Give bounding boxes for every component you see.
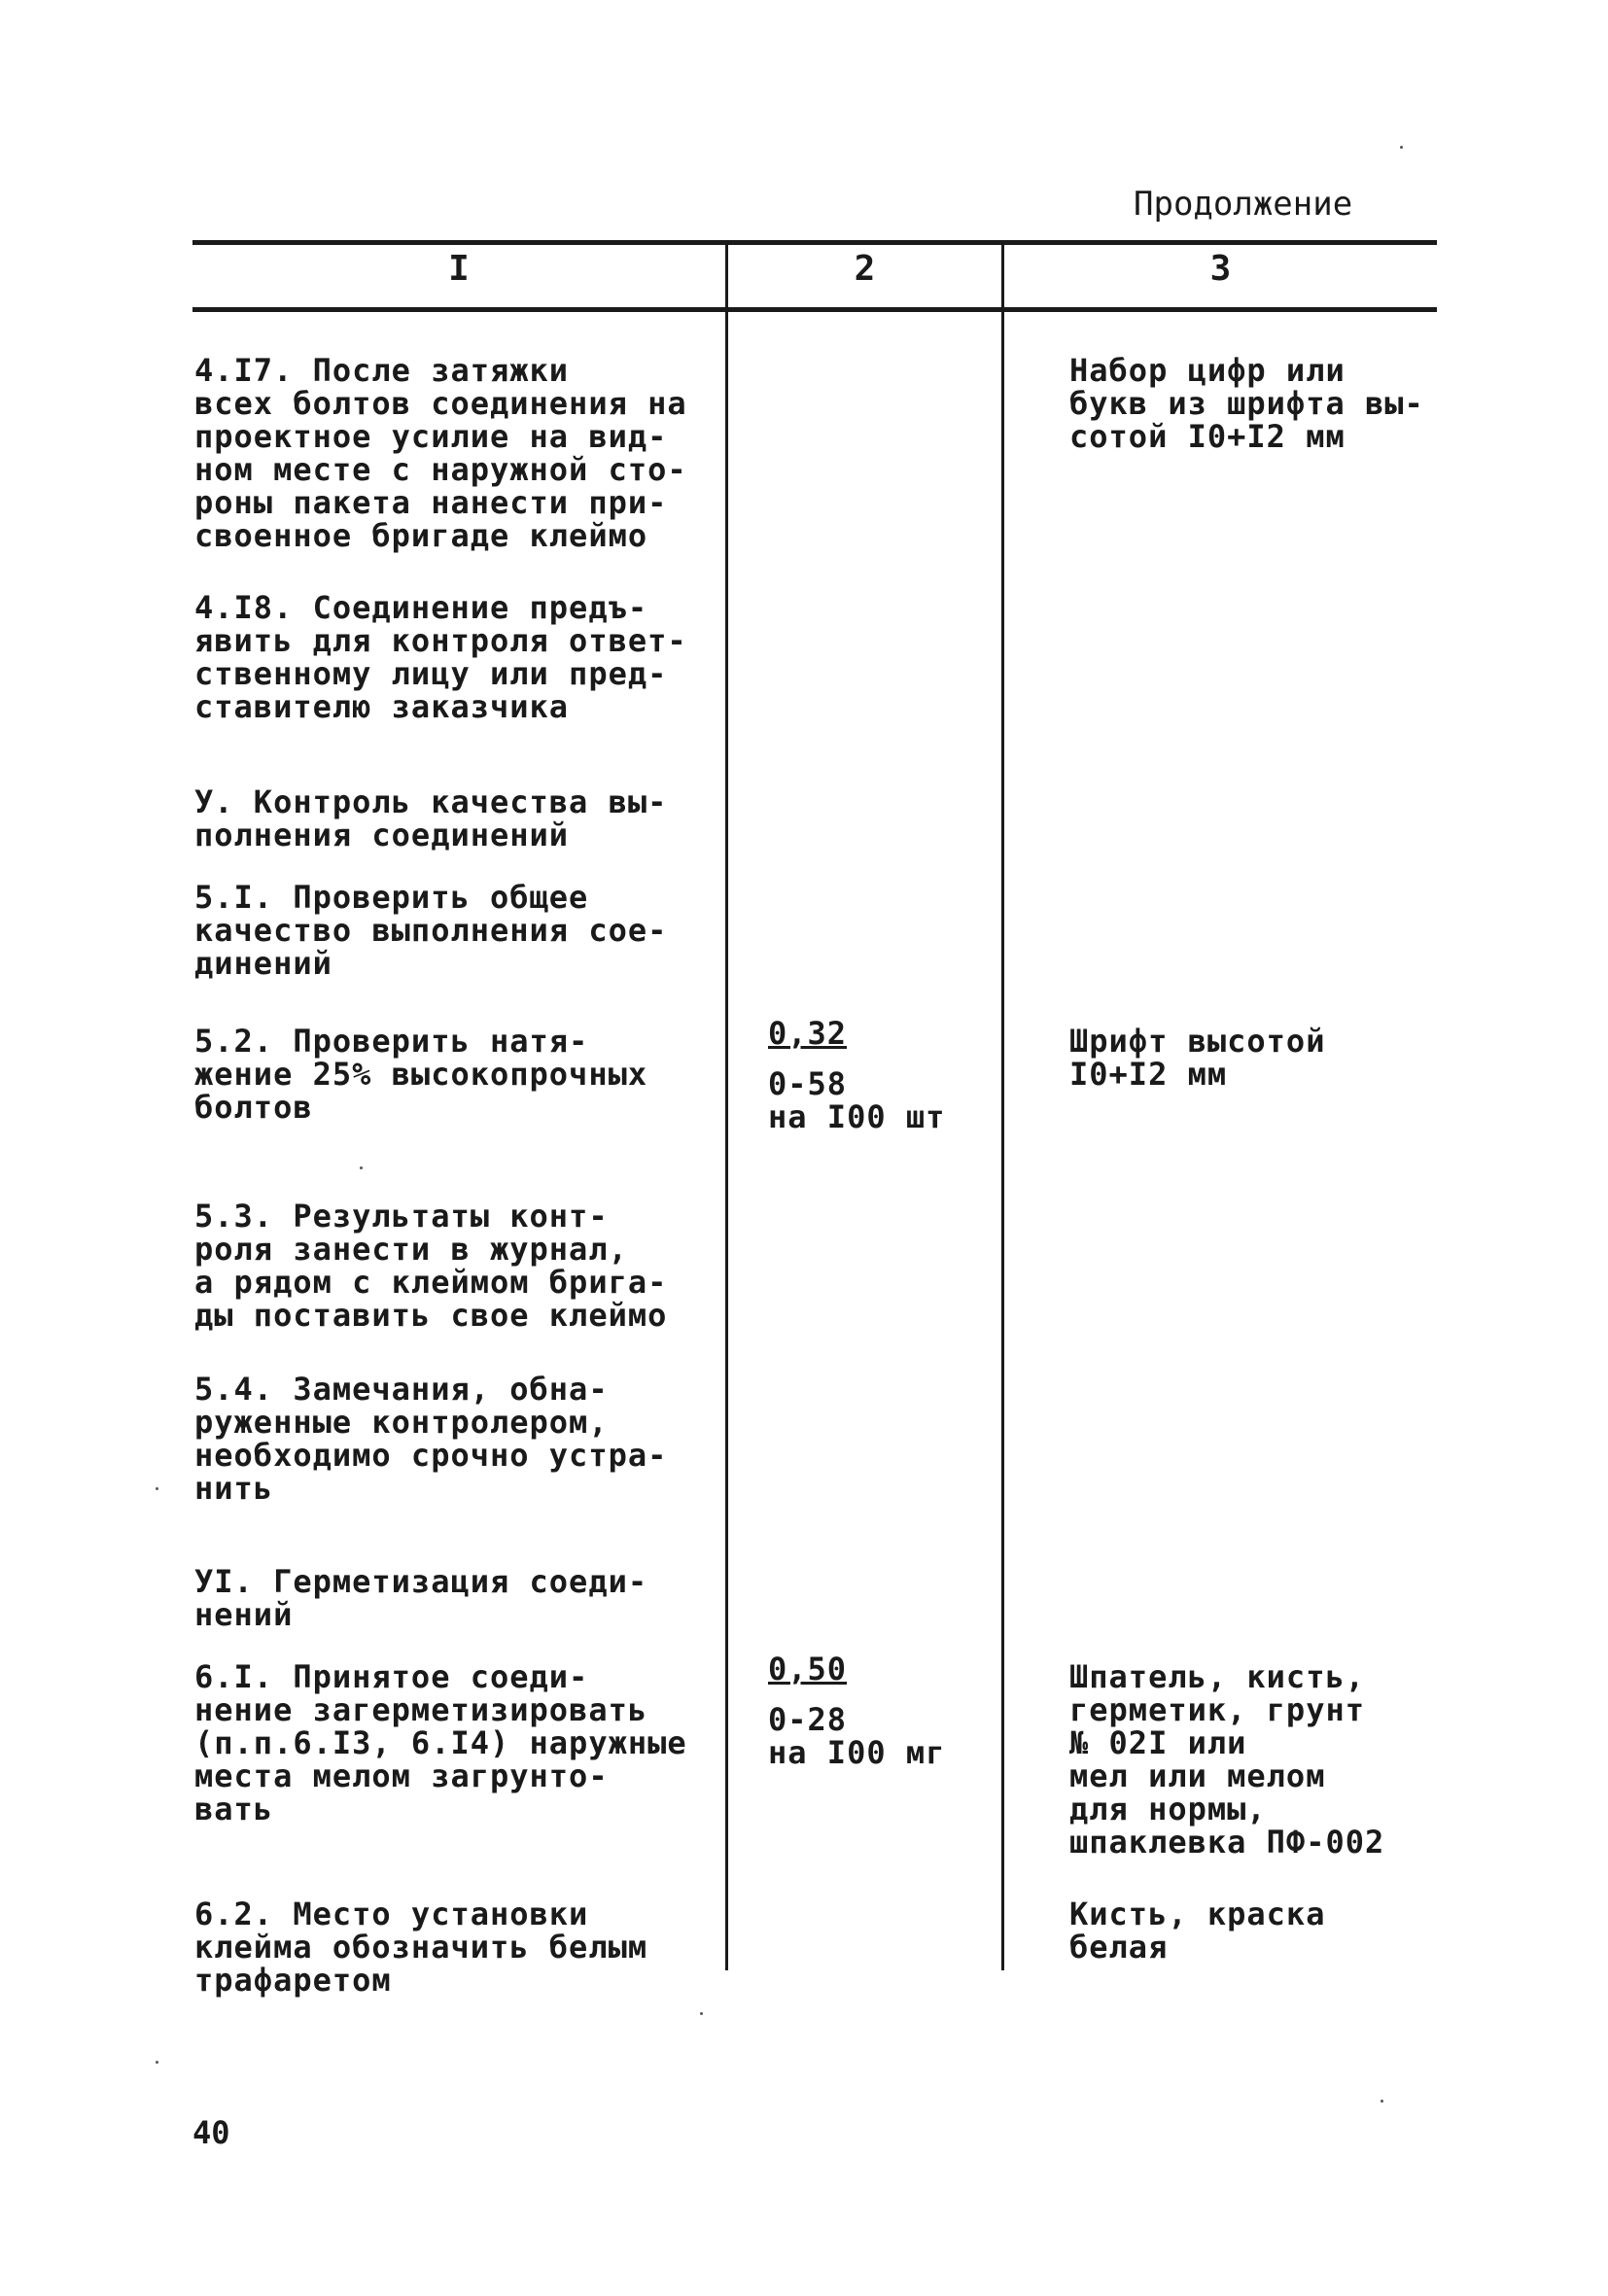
row-5-2-labor-denominator: 0-58 на I00 шт (768, 1065, 946, 1135)
row-6-2-tools: Кисть, краска белая (1069, 1896, 1326, 1966)
row-5-1-operation: 5.I. Проверить общее качество выполнения сое- динений (194, 879, 668, 982)
scan-speck (360, 1166, 363, 1169)
scan-speck (156, 1487, 158, 1490)
row-5-4-operation: 5.4. Замечания, обна- руженные контролером, необходимо срочно устра- нить (194, 1371, 668, 1507)
row-5-3-operation: 5.3. Результаты конт- роля занести в журнал, а рядом с клеймом брига- ды поставить свое клеймо (194, 1198, 668, 1334)
row-4-18-operation: 4.I8. Соединение предъ- явить для контроля ответ- ственному лицу или пред- ставителю заказчика (194, 589, 687, 725)
row-5-2-labor-numerator (768, 1017, 992, 1050)
scan-speck (156, 2061, 158, 2064)
column-divider-1 (725, 240, 728, 1970)
row-4-17-operation: 4.I7. После затяжки всех болтов соединения на проектное усилие на вид- ном месте с наружной сто- роны пакета нанести при- своенное бригаде клеймо (194, 352, 687, 554)
row-6-1-operation: 6.I. Принятое соеди- нение загерметизировать (п.п.6.I3, 6.I4) наружные места мелом загрунто- вать (194, 1658, 687, 1827)
section-6-heading: УI. Герметизация соеди- нений (194, 1563, 648, 1633)
column-header-3: 3 (1209, 249, 1232, 289)
row-6-1-labor-numerator-value: 0,50 (768, 1651, 848, 1687)
row-4-17-tools: Набор цифр или букв из шрифта вы- сотой I0+I2 мм (1069, 352, 1424, 455)
section-5-heading: У. Контроль качества вы- полнения соединений (194, 783, 668, 853)
row-6-2-operation: 6.2. Место установки клейма обозначить белым трафаретом (194, 1896, 648, 1999)
column-header-1: I (448, 249, 470, 289)
scan-speck (1381, 2100, 1383, 2103)
row-6-1-labor-denominator: 0-28 на I00 мг (768, 1701, 946, 1771)
row-5-2-tools: Шрифт высотой I0+I2 мм (1069, 1023, 1326, 1093)
scan-speck (1400, 146, 1403, 149)
row-6-1-tools: Шпатель, кисть, герметик, грунт № 02I или мел или мелом для нормы, шпаклевка ПФ-002 (1069, 1658, 1385, 1861)
scan-speck (700, 2012, 703, 2015)
table-top-rule (192, 240, 1437, 245)
page-number: 40 (192, 2114, 230, 2151)
row-5-2-operation: 5.2. Проверить натя- жение 25% высокопрочных болтов (194, 1023, 648, 1126)
continuation-label: Продолжение (1134, 185, 1353, 224)
table-header-rule (192, 307, 1437, 312)
column-divider-2 (1001, 240, 1004, 1970)
column-header-2: 2 (854, 249, 876, 289)
row-6-1-labor-numerator (768, 1652, 992, 1686)
row-5-2-labor-numerator-value: 0,32 (768, 1015, 848, 1052)
